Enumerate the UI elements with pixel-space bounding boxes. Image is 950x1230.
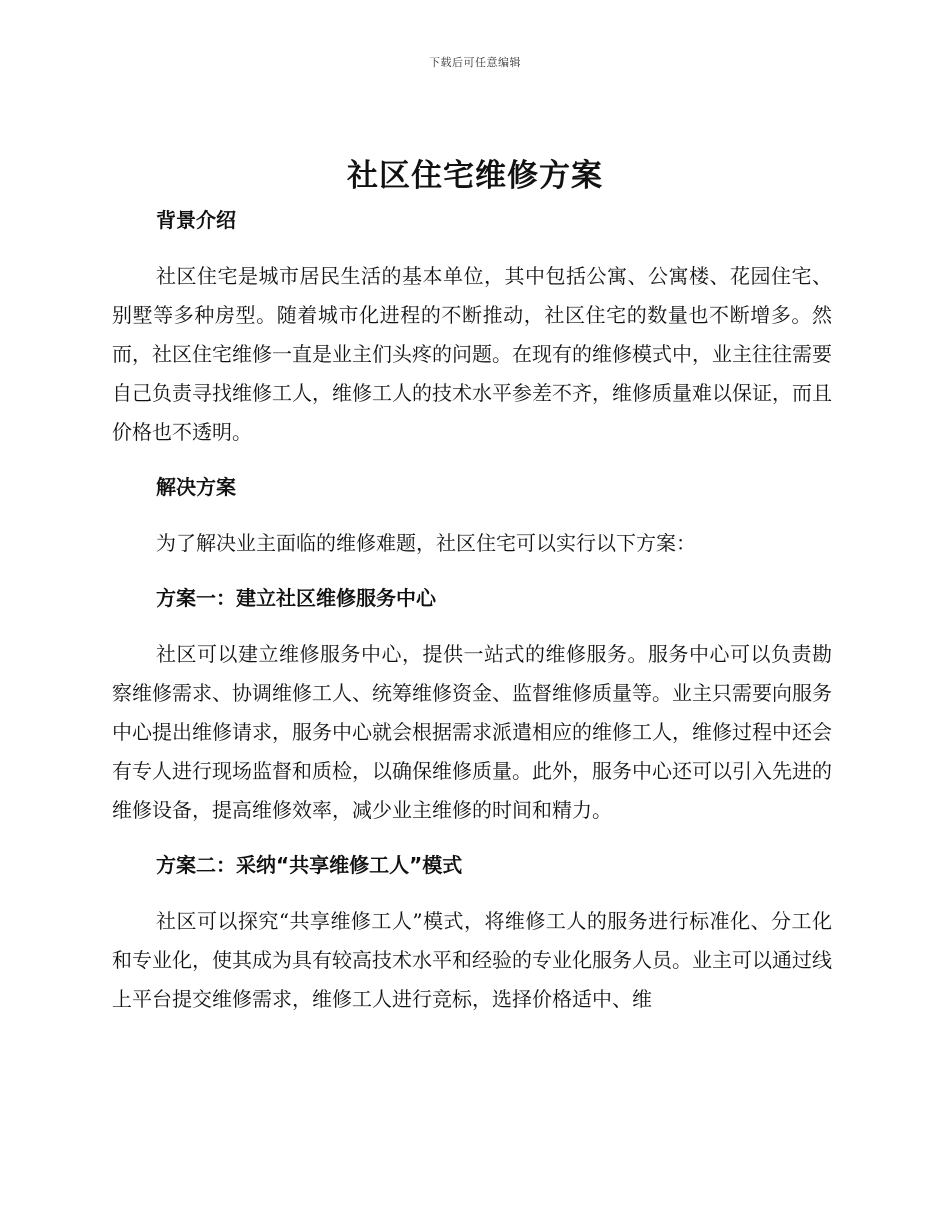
paragraph-background: 社区住宅是城市居民生活的基本单位，其中包括公寓、公寓楼、花园住宅、别墅等多种房型。随着城市化进程的不断推动，社区住宅的数量也不断增多。然而，社区住宅维修一直是业主们头疼的问题。在现有的维修模式中，业主往往需要自己负责寻找维修工人，维修工人的技术水平参差不齐，维修质量难以保证，而且价格也不透明。 [112, 264, 832, 444]
page-header-note: 下载后可任意编辑 [429, 56, 521, 69]
section-heading-plan-one: 方案一：建立社区维修服务中心 [156, 586, 436, 610]
paragraph-plan-two: 社区可以探究“共享维修工人”模式，将维修工人的服务进行标准化、分工化和专业化，使其成为具有较高技术水平和经验的专业化服务人员。业主可以通过线上平台提交维修需求，维修工人进行竞标，选择价格适中、维 [112, 909, 832, 1011]
section-heading-background: 背景介绍 [156, 208, 236, 232]
section-heading-plan-two: 方案二：采纳“共享维修工人”模式 [156, 853, 463, 877]
document-body [112, 203, 832, 1019]
section-heading-solution: 解决方案 [156, 475, 236, 499]
document-title: 社区住宅维修方案 [347, 158, 603, 194]
paragraph-plan-one: 社区可以建立维修服务中心，提供一站式的维修服务。服务中心可以负责勘察维修需求、协调维修工人、统筹维修资金、监督维修质量等。业主只需要向服务中心提出维修请求，服务中心就会根据需求派遣相应的维修工人，维修过程中还会有专人进行现场监督和质检，以确保维修质量。此外，服务中心还可以引入先进的维修设备，提高维修效率，减少业主维修的时间和精力。 [112, 642, 832, 822]
paragraph-solution: 为了解决业主面临的维修难题，社区住宅可以实行以下方案： [156, 531, 696, 555]
